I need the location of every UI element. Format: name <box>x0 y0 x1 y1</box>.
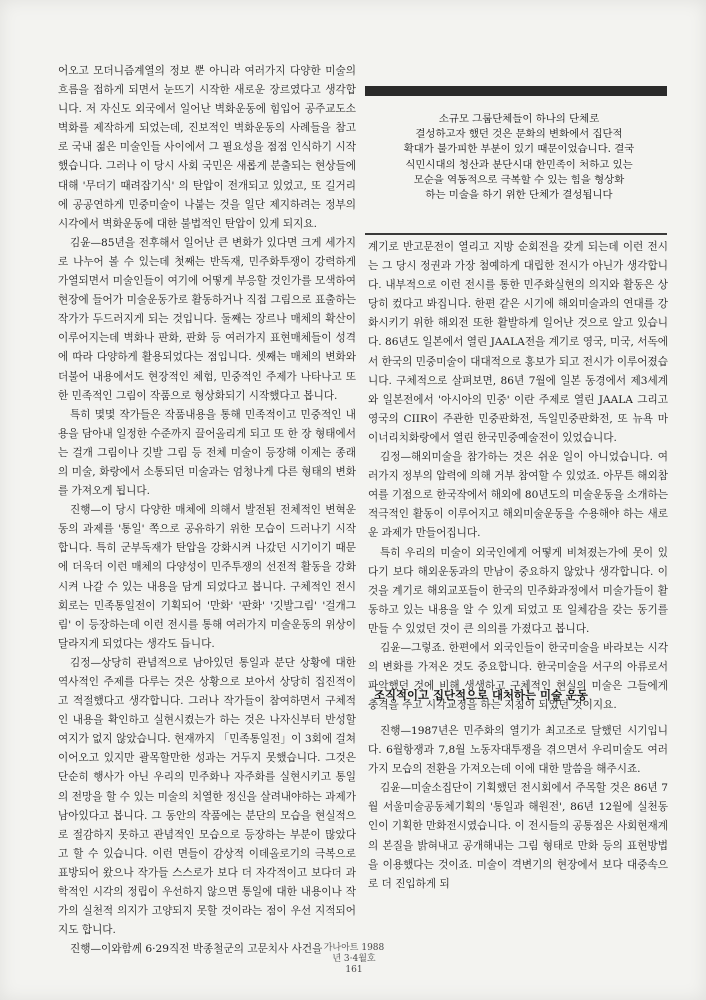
paragraph: 진행—이 당시 다양한 매체에 의해서 발전된 전체적인 변혁운동의 과제를 '통일' 쪽으로 공유하기 위한 모습이 드러나기 시작합니다. 특히 군부독재가 탄압을 강화시켜 나갔던 시기이기 때문에 더욱더 이런 매체의 다양성이 민주투쟁의 선전적 활동을 강화시켜 나갈 수 있는 내용을 담게 되었다고 봅니다. 구체적인 전시회로는 민족통일전이 기획되어 '만화' '판화' '깃발그림' '걸개그림' 이 등장하는데 이런 전시를 통해 여러가지 미술운동의 위상이 달라지게 되었다는 생각도 듭니다. <box>58 504 356 650</box>
paragraph: 김정—상당히 관념적으로 남아있던 통일과 분단 상황에 대한 역사적인 주제를 다루는 것은 상황으로 보아서 상당히 집진적이고 적절했다고 생각합니다. 그러나 작가들이 참여하면서 구체적인 내용을 확인하고 실현시켰는가 하는 것은 나자신부터 반성할 여지가 없지 않았습니다. 현재까지 「민족통일전」이 3회에 걸쳐 이어오고 있지만 괄목할만한 성과는 거두지 못했습니다. 그것은 단순히 행사가 아닌 우리의 민주화나 자주화를 실현시키고 통일의 전망을 할 수 있는 미술의 치열한 정신을 살려내야하는 과제가 남아있다고 봅니다. 그 동안의 작품에는 분단의 모습을 현실적으로 절감하지 못하고 관념적인 모습으로 등장하는 부분이 많았다고 할 수 있습니다. 이런 면들이 감상적 이데올로기의 극복으로 표방되어 왔으나 작가들 스스로가 보다 더 자각적이고 보다더 과학적인 시각의 정립이 우선하지 않으면 통일에 대한 내용이나 작가의 실천적 의지가 고양되지 못할 것이라는 점이 우선 지적되어지도 합니다. <box>58 656 356 937</box>
pull-quote <box>372 112 666 203</box>
pull-quote-line: 식민시대의 청산과 분단시대 한민족이 처하고 있는 <box>405 158 633 171</box>
paragraph: 특히 몇몇 작가들은 작품내용을 통해 민족적이고 민중적인 내용을 담아내 일정한 수준까지 끌어올리게 되고 또 한 장 형태에서는 걸개 그림이나 깃발 그림 등 전체 미술이 등장해 이제는 종래의 미술, 화랑에서 소통되던 미술과는 엄청나게 다른 형태의 변화를 가져오게 됩니다. <box>58 408 356 498</box>
paragraph: 어오고 모더니즘계열의 정보 뿐 아니라 여러가지 다양한 미술의 흐름을 접하게 되면서 눈뜨기 시작한 새로운 장르였다고 생각합니다. 저 자신도 외국에서 일어난 벽화운동에 힘입어 공주교도소벽화를 제작하게 되었는데, 진보적인 벽화운동의 사례들을 참고로 국내 젊은 미술인들 사이에서 그 필요성을 점점 인식하기 시작했습니다. 그러나 이 당시 사회 국민은 새롭게 분출되는 현상들에 대해 '무더기 때려잡기식' 의 탄압이 전개되고 있었고, 또 길거리에 공공연하게 민중미술이 나붙는 것을 일단 제지하려는 정부의 시각에서 벽화운동에 대한 불법적인 탄압이 있게 되지요. <box>58 65 356 230</box>
paragraph: 진행—1987년은 민주화의 열기가 최고조로 달했던 시기입니다. 6월항쟁과 7,8월 노동자대투쟁을 겪으면서 우리미술도 여러가지 모습의 전환을 가져오는데 이에 대한 말씀을 해주시죠. <box>368 725 668 776</box>
paragraph: 김윤—85년을 전후해서 일어난 큰 변화가 있다면 크게 세가지로 나누어 볼 수 있는데 첫째는 반독재, 민주화투쟁이 강력하게 가열되면서 미술인들이 여기에 어떻게 부응할 것인가를 모색하여 현장에 들어가 미술운동가로 활동하거나 직접 그림으로 표출하는 작가가 두드러지게 되는 것입니다. 둘째는 장르나 매체의 확산이 이루어지는데 벽화나 판화, 판화 등 여러가지 표현매체들이 성격에 따라 다양하게 활용되었다는 점입니다. 셋째는 매체의 변화와 더불어 내용에서도 현장적인 체험, 민중적인 주제가 나타나고 또한 민족적인 그림이 작품으로 형상화되기 시작했다고 봅니다. <box>58 236 356 402</box>
pull-quote-line: 확대가 불가피한 부분이 있기 때문이었습니다. 결국 <box>403 143 635 156</box>
paragraph: 계기로 반고문전이 열리고 지방 순회전을 갖게 되는데 이런 전시는 그 당시 정권과 가장 첨예하게 대립한 전시가 아닌가 생각합니다. 내부적으로 이런 전시를 통한 민주화실현의 의지와 활동은 상당히 컸다고 봐집니다. 한편 같은 시기에 해외미술과의 연대를 강화시키기 위한 해외전 또한 활발하게 일어난 것으로 알고 있습니다. 86년도 일본에서 열린 JAALA전을 계기로 영국, 미국, 서독에서 한국의 민중미술이 대대적으로 홍보가 되고 전시가 이루어졌습니다. 구체적으로 살펴보면, 86년 7월에 일본 동경에서 제3세계와 일본전에서 '아시아의 민중' 이란 주제로 열린 JAALA 그리고 영국의 CIIR이 주관한 민중판화전, 독일민중판화전, 또 뉴욕 마이너리치화랑에서 열린 한국민중예술전이 있었습니다. <box>368 241 668 444</box>
section-heading: 조직적이고 집단적으로 대처하는 미술 운동 <box>374 688 588 702</box>
pull-quote-line: 결성하고자 했던 것은 문화의 변화에서 집단적 <box>415 128 623 141</box>
header-rule-bar <box>365 86 667 96</box>
pull-quote-divider <box>365 233 667 235</box>
paragraph: 김윤—그렇죠. 한편에서 외국인들이 한국미술을 바라보는 시각의 변화를 가져온 것도 중요합니다. 한국미술을 서구의 아류로서 파악했던 것에 비해 생생하고 구체적인 현실의 미술은 그들에게 충격을 주고 시각교정을 하는 지침이 되었던 것이지요. <box>368 641 668 712</box>
pull-quote-line: 모순을 역동적으로 극복할 수 있는 힘을 형상화 <box>413 173 625 186</box>
paragraph: 특히 우리의 미술이 외국인에게 어떻게 비쳐졌는가에 못이 있다기 보다 해외운동과의 만남이 중요하지 않았나 생각합니다. 이것을 계기로 해외교포들이 한국의 민주화과정에서 미술가들이 활동하고 있는 내용을 알 수 있게 되었고 또 일체감을 갖는 동기를 만들 수 있었던 것이 큰 의의를 가졌다고 봅니다. <box>368 546 668 635</box>
paragraph: 김정—해외미술을 참가하는 것은 쉬운 일이 아니었습니다. 여러가지 정부의 압력에 의해 거부 참여할 수 있었죠. 아무튼 해외참여를 기점으로 한국작에서 해외에 80년도의 미술운동을 소개하는 적극적인 활동이 이루어지고 해외미술운동을 수용해야 하는 새로운 과제가 만들어집니다. <box>368 451 668 540</box>
right-text-column-top <box>368 238 668 715</box>
paragraph: 김윤—미술소집단이 기획했던 전시회에서 주목할 것은 86년 7월 서울미술공동체기획의 '통일과 해원전', 86년 12월에 실천동인이 기획한 만화전시였습니다. 이 전시들의 공통점은 사회현재계의 본질을 밝혀내고 공개해내는 그림 형태로 만화 등의 표현방법을 이용했다는 것이죠. 미술이 격변기의 현장에서 보다 대중속으로 더 진입하게 되 <box>368 782 668 890</box>
page-footer <box>322 943 386 976</box>
pull-quote-line: 하는 미술을 하기 위한 단체가 결성됩니다 <box>425 189 613 202</box>
magazine-issue: 가나아트 1988년 3·4월호 <box>323 943 385 964</box>
right-text-column-bottom <box>368 722 668 894</box>
paragraph: 진행—이와함께 6·29직전 박종철군의 고문치사 사건을 <box>70 943 323 956</box>
pull-quote-line: 소규모 그룹단체들이 하나의 단체로 <box>438 113 600 125</box>
left-text-column <box>58 62 356 959</box>
page-number: 161 <box>345 965 363 975</box>
